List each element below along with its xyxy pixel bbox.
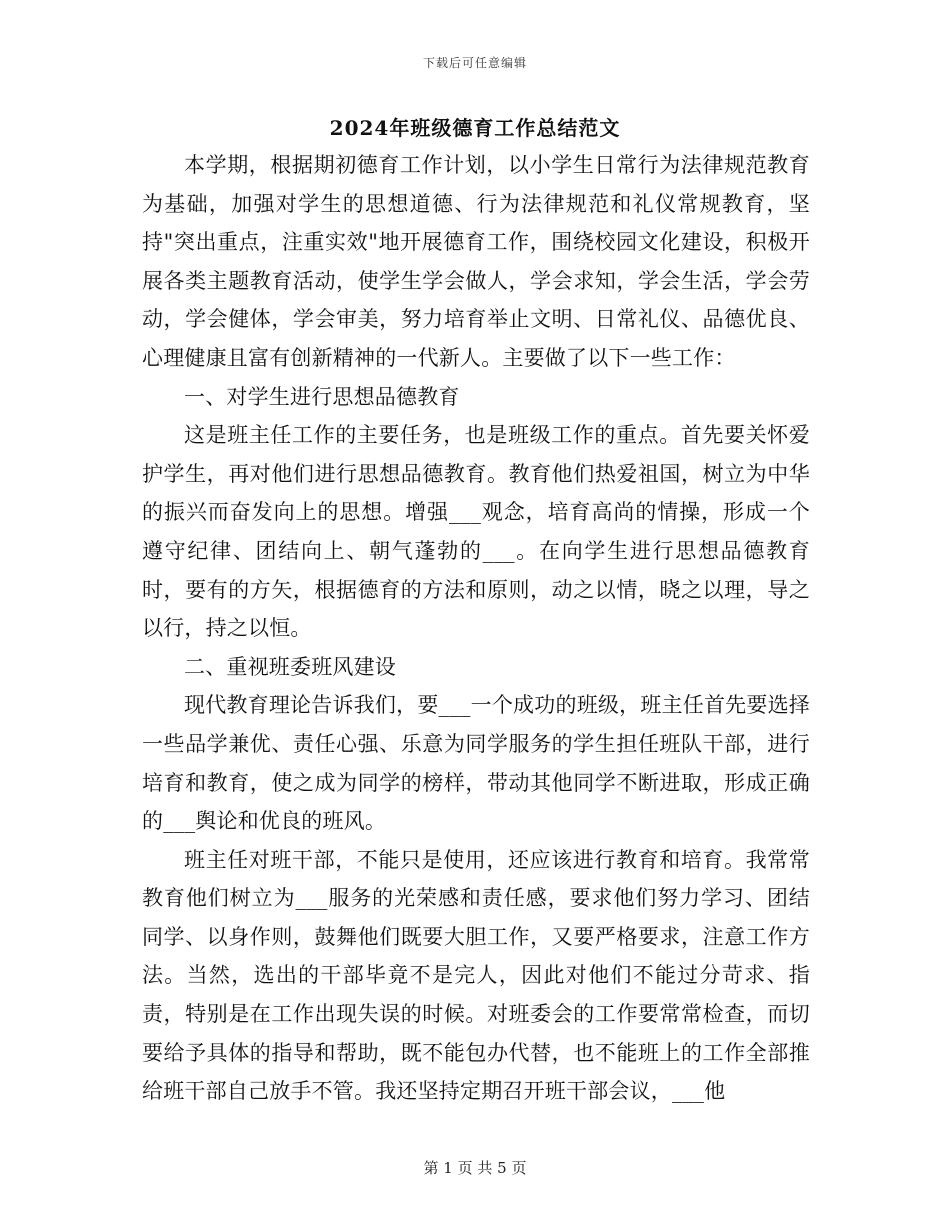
section-heading-1: 一、对学生进行思想品德教育 — [184, 384, 460, 409]
paragraph-class-committee: 现代教育理论告诉我们，要___一个成功的班级，班主任首先要选择一些品学兼优、责任心强、乐意为同学服务的学生担任班队干部，进行培育和教育，使之成为同学的榜样，带动其他同学不断进取，形成正确的___舆论和优良的班风。 — [142, 693, 810, 834]
document-title: 2024年班级德育工作总结范文 — [329, 116, 621, 140]
paragraph-moral-education: 这是班主任工作的主要任务，也是班级工作的重点。首先要关怀爱护学生，再对他们进行思想品德教育。教育他们热爱祖国，树立为中华的振兴而奋发向上的思想。增强___观念，培育高尚的情操，形成一个遵守纪律、团结向上、朝气蓬勃的___。在向学生进行思想品德教育时，要有的方矢，根据德育的方法和原则，动之以情，晓之以理，导之以行，持之以恒。 — [142, 423, 810, 641]
paragraph-intro: 本学期，根据期初德育工作计划，以小学生日常行为法律规范教育为基础，加强对学生的思想道德、行为法律规范和礼仪常规教育，坚持"突出重点，注重实效"地开展德育工作，围绕校园文化建设，积极开展各类主题教育活动，使学生学会做人，学会求知，学会生活，学会劳动，学会健体，学会审美，努力培育举止文明、日常礼仪、品德优良、心理健康且富有创新精神的一代新人。主要做了以下一些工作： — [142, 153, 810, 370]
section-heading-2: 二、重视班委班风建设 — [184, 654, 396, 679]
paragraph-class-cadres: 班主任对班干部，不能只是使用，还应该进行教育和培育。我常常教育他们树立为___服务的光荣感和责任感，要求他们努力学习、团结同学、以身作则，鼓舞他们既要大胆工作，又要严格要求，注意工作方法。当然，选出的干部毕竟不是完人，因此对他们不能过分苛求、指责，特别是在工作出现失误的时候。对班委会的工作要常常检查，而切要给予具体的指导和帮助，既不能包办代替，也不能班上的工作全部推给班干部自己放手不管。我还坚持定期召开班干部会议，___他 — [142, 847, 810, 1104]
document-body — [142, 146, 810, 1111]
page-header-note: 下载后可任意编辑 — [422, 56, 527, 70]
page-number-footer: 第 1 页 共 5 页 — [423, 1159, 527, 1177]
